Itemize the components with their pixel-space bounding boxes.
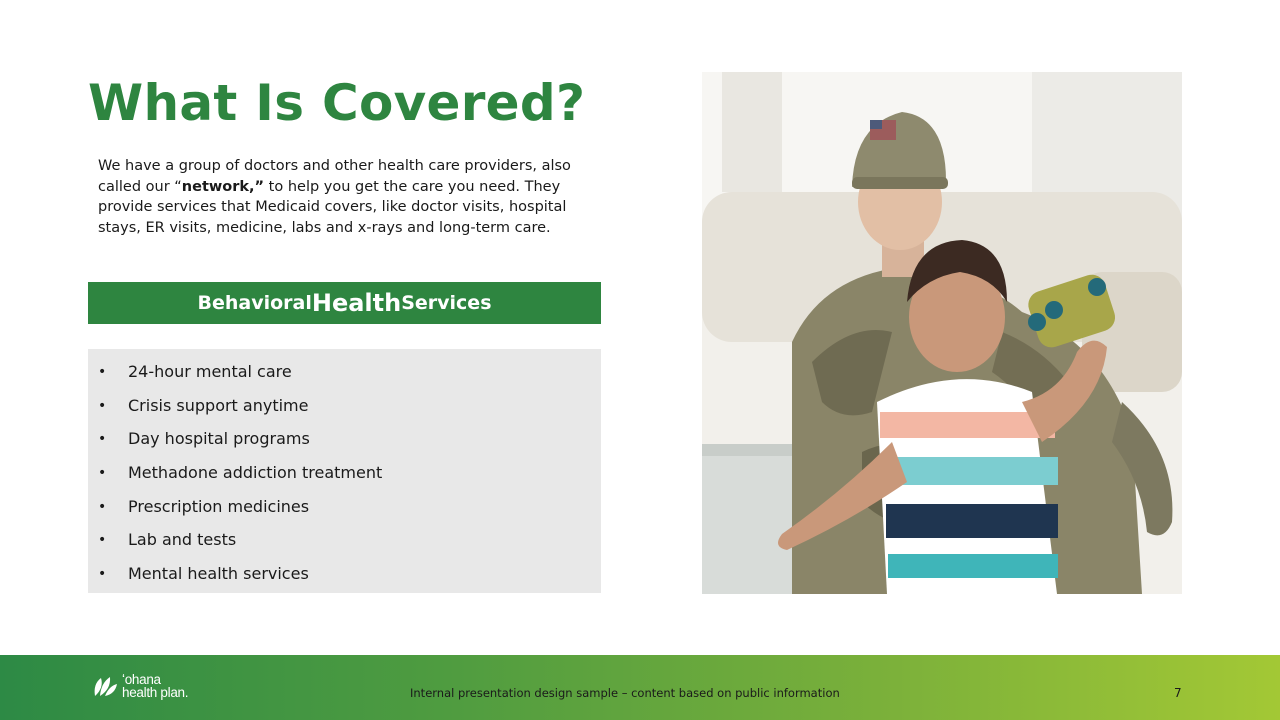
list-item-text: Day hospital programs [128, 429, 310, 449]
list-item [88, 562, 601, 596]
list-item-text: Crisis support anytime [128, 395, 309, 415]
intro-text-after: to help you get the care you need. They provide services that Medicaid covers, like doctor visits, hospital stays, ER visits, medicine, labs and x-rays and long-term care. [98, 178, 567, 237]
ohana-health-plan-logo [92, 673, 188, 699]
list-item [88, 394, 601, 428]
photo-soldier-parent-with-child [702, 72, 1182, 594]
list-item [88, 528, 601, 562]
list-item-text: Mental health services [128, 564, 309, 584]
section-title-health: Health [311, 289, 402, 317]
list-item-text: 24-hour mental care [128, 362, 292, 381]
list-item [88, 360, 601, 394]
bullet-icon: • [98, 465, 107, 482]
bullet-icon: • [98, 364, 107, 380]
intro-network-bold: network,” [181, 178, 265, 195]
logo-line-ohana: ʻohana [122, 672, 161, 687]
logo-line-health-plan: health plan. [122, 685, 189, 700]
bullet-icon: • [98, 566, 107, 583]
list-item-text: Methadone addiction treatment [128, 463, 383, 483]
list-item [88, 427, 601, 461]
bullet-icon: • [98, 532, 107, 549]
section-title-part3: Services [401, 292, 492, 314]
leaf-icon [92, 674, 118, 698]
list-item-text: Prescription medicines [128, 496, 310, 516]
bullet-icon: • [98, 431, 107, 448]
list-item [88, 461, 601, 495]
list-item-text: Lab and tests [128, 530, 237, 550]
section-title-part1: Behavioral [197, 292, 312, 314]
logo-text [122, 673, 188, 699]
intro-paragraph [98, 156, 598, 239]
services-list [88, 349, 601, 596]
page-number: 7 [1174, 686, 1182, 700]
intro-text-before: We have a group of doctors and other health care providers, also called our “ [98, 158, 571, 195]
section-header [88, 282, 601, 324]
bullet-icon: • [98, 498, 107, 515]
footer-note: Internal presentation design sample – content based on public information [410, 686, 840, 700]
photo-illustration [702, 72, 1182, 594]
slide-title: What Is Covered? [88, 74, 586, 132]
list-item [88, 495, 601, 529]
services-list-box [88, 349, 601, 593]
bullet-icon: • [98, 397, 107, 414]
